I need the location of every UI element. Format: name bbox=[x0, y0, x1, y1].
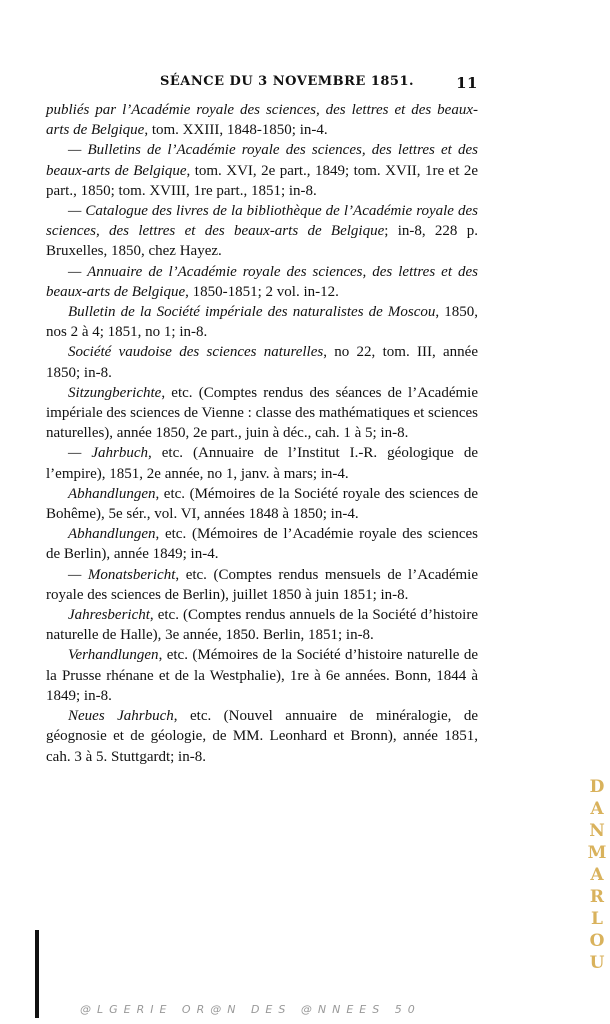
bibliography-entry bbox=[46, 100, 478, 140]
entry-details: , etc. (Comptes rendus des séances de l’Académie impériale des sciences de Vienne : classe des mathématiques et sciences naturelles), année 1850, 2e part., juin à déc., cah. 1 à 5; in-8. bbox=[46, 384, 478, 442]
bibliography-list bbox=[46, 100, 478, 767]
bibliography-entry bbox=[46, 565, 478, 605]
entry-title: Sitzungberichte bbox=[68, 384, 162, 401]
entry-details: , etc. (Comptes rendus annuels de la Société d’histoire naturelle de Halle), 3e année, 1850. Berlin, 1851; in-8. bbox=[46, 607, 478, 644]
entry-title: Verhandlungen bbox=[68, 647, 159, 664]
entry-title: Bulletin de la Société impériale des naturalistes de Moscou bbox=[68, 304, 436, 321]
entry-title: publiés par l’Académie royale des sciences, des lettres et des beaux-arts de Belgique bbox=[46, 102, 478, 139]
bibliography-entry bbox=[46, 201, 478, 262]
entry-details: , no 22, tom. III, année 1850; in-8. bbox=[46, 344, 478, 381]
entry-title: Abhandlungen bbox=[68, 526, 156, 543]
entry-details: , etc. (Nouvel annuaire de minéralogie, de géognosie et de géologie, de MM. Leonhard et Bronn), année 1851, cah. 3 à 5. Stuttgardt; in-8. bbox=[46, 708, 479, 765]
entry-title: — Catalogue des livres de la bibliothèque de l’Académie royale des sciences, des lettres et des beaux-arts de Belgique bbox=[46, 203, 478, 240]
entry-details: , 1850-1851; 2 vol. in-12. bbox=[185, 283, 339, 300]
entry-details: , etc. (Mémoires de la Société royale des sciences de Bohême), 5e sér., vol. VI, années 1848 à 1850; in-4. bbox=[46, 485, 478, 523]
page-number: 11 bbox=[456, 74, 478, 92]
bibliography-entry bbox=[46, 524, 478, 564]
bibliography-entry bbox=[46, 484, 478, 524]
bibliography-entry bbox=[46, 302, 478, 342]
entry-title: Jahresbericht bbox=[68, 607, 150, 624]
entry-title: — Jahrbuch bbox=[68, 445, 148, 462]
bibliography-entry bbox=[46, 342, 478, 382]
entry-details: , tom. XVI, 2e part., 1849; tom. XVII, 1re et 2e part., 1850; tom. XVIII, 1re part., 1851; in-8. bbox=[46, 162, 478, 199]
entry-details: , 1850, nos 2 à 4; 1851, no 1; in-8. bbox=[46, 304, 478, 341]
bibliography-entry bbox=[46, 605, 478, 645]
footer-watermark: @LGERIE OR@N DES @NNEES 50 bbox=[80, 1003, 421, 1016]
entry-details: , etc. (Annuaire de l’Institut I.-R. géologique de l’empire), 1851, 2e année, no 1, janv. à mars; in-4. bbox=[46, 445, 478, 482]
entry-details: , etc. (Mémoires de l’Académie royale des sciences de Berlin), année 1849; in-4. bbox=[46, 526, 478, 563]
entry-title: Abhandlungen bbox=[68, 485, 156, 502]
bibliography-entry bbox=[46, 706, 478, 767]
bibliography-entry bbox=[46, 262, 478, 302]
entry-title: — Monatsbericht bbox=[68, 566, 176, 583]
entry-details: , etc. (Comptes rendus mensuels de l’Académie royale des sciences de Berlin), juillet 1850 à juin 1851; in-8. bbox=[46, 566, 478, 603]
entry-title: Société vaudoise des sciences naturelles bbox=[68, 344, 324, 361]
entry-title: — Bulletins de l’Académie royale des sciences, des lettres et des beaux-arts de Belgique bbox=[46, 142, 478, 179]
bibliography-entry bbox=[46, 140, 478, 201]
running-header bbox=[160, 74, 478, 92]
entry-title: Neues Jahrbuch bbox=[68, 708, 174, 725]
entry-details: , etc. (Mémoires de la Société d’histoire naturelle de la Prusse rhénane et de la Westphalie), 1re à 6e années. Bonn, 1844 à 1849; in-8. bbox=[46, 647, 478, 704]
bibliography-entry bbox=[46, 443, 478, 483]
header-title: SÉANCE DU 3 NOVEMBRE 1851. bbox=[160, 74, 415, 89]
bibliography-entry bbox=[46, 383, 478, 444]
entry-title: — Annuaire de l’Académie royale des sciences, des lettres et des beaux-arts de Belgique bbox=[46, 263, 478, 300]
side-watermark: DANMARLOU bbox=[587, 777, 607, 973]
entry-details: , tom. XXIII, 1848-1850; in-4. bbox=[144, 122, 328, 139]
entry-details: ; in-8, 228 p. Bruxelles, 1850, chez Hayez. bbox=[46, 223, 478, 260]
margin-bar bbox=[35, 930, 39, 1018]
bibliography-entry bbox=[46, 645, 478, 706]
